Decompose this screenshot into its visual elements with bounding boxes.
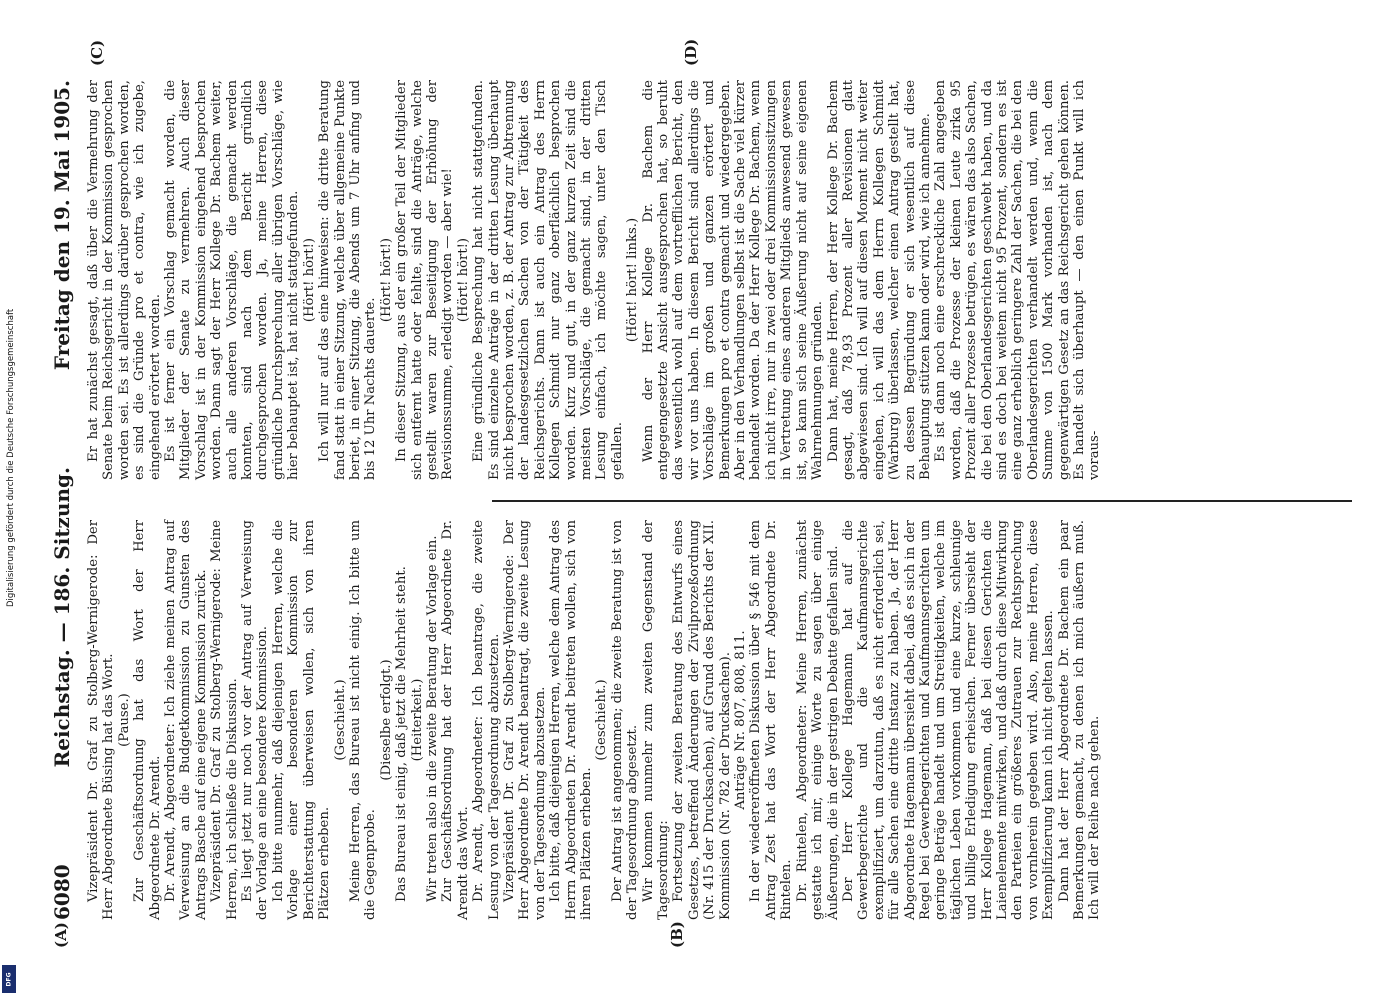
- left-column-paragraph: Ich bitte nunmehr, daß diejenigen Herren, welche die Vorlage einer besonderen Kommission zur Berichterstattung überweisen wollen, sich von ihren Plätzen erheben.: [270, 520, 333, 920]
- left-column-paragraph: (Geschieht.): [594, 679, 610, 761]
- page-title: Reichstag. — 186. Sitzung.: [50, 467, 74, 768]
- margin-letter-a: (A): [52, 922, 70, 948]
- left-column-paragraph: Zur Geschäftsordnung hat der Herr Abgeordnete Dr. Arendt das Wort.: [440, 520, 471, 920]
- margin-letter-d: (D): [682, 38, 700, 66]
- right-column-paragraph: (Hört! hört! links.): [625, 217, 641, 343]
- page-date: Freitag den 19. Mai 1905.: [50, 80, 74, 371]
- left-column-paragraph: Dann hat der Herr Abgeordnete Dr. Bachem ein paar Bemerkungen gemacht, zu denen ich mich äußern muß. Ich will der Reihe nach gehen.: [1056, 520, 1103, 920]
- right-column-paragraph: Wenn der Herr Kollege Dr. Bachem die entgegengesetzte Ansicht ausgesprochen hat, so beruht das wesentlich wohl auf dem vortrefflichen Bericht, den wir vor uns haben. In diesem Bericht sind allerdings die Vorschläge im großen und ganzen erörtert und Bemerkungen pro et contra gemacht und wiedergegeben. Aber in den Verhandlungen selbst ist die Sache viel kürzer behandelt worden. Da der Herr Kollege Dr. Bachem, wenn ich nicht irre, nur in zwei oder drei Kommissionssitzungen in Vertretung eines anderen Mitglieds anwesend gewesen ist, so kann sich seine Äußerung nicht auf seine eigenen Wahrnehmungen gründen.: [640, 80, 826, 480]
- left-column: [86, 520, 1103, 920]
- page-header: [50, 80, 78, 920]
- left-column-paragraph: Dr. Arendt, Abgeordneter: Ich ziehe meinen Antrag auf Verweisung an die Budgetkommission zu Gunsten des Antrags Basche auf eine eigene Kommission zurück.: [163, 520, 209, 920]
- column-divider: [492, 500, 1352, 502]
- right-column-paragraph: Eine gründliche Besprechung hat nicht stattgefunden. Es sind einzelne Anträge in der dritten Lesung überhaupt nicht besprochen worden, z. B. der Antrag zur Abtrennung der landesgesetzlichen Sachen von der Tätigkeit des Reichsgerichts. Dann ist auch ein Antrag des Herrn Kollegen Schmidt nur ganz oberflächlich besprochen worden. Kurz und gut, in der ganz kurzen Zeit sind die meisten Vorschläge, die gemacht sind, in der dritten Lesung einfach, ich möchte sagen, unter den Tisch gefallen.: [471, 80, 625, 480]
- left-column-paragraph: Zur Geschäftsordnung hat das Wort der Herr Abgeordnete Dr. Arendt.: [132, 520, 163, 920]
- page-number: 6080: [50, 864, 74, 920]
- dfg-logo-text: DFG: [5, 971, 13, 987]
- left-column-paragraph: Fortsetzung der zweiten Beratung des Entwurfs eines Gesetzes, betreffend Änderungen der Zivilprozeßordnung (Nr. 415 der Drucksachen), auf Grund des Berichts der XII. Kommission (Nr. 782 der Drucksachen).: [671, 520, 733, 920]
- left-column-paragraph: (Pause.): [116, 693, 132, 747]
- right-column-paragraph: Ich will nur auf das eine hinweisen: die dritte Beratung fand statt in einer Sitzung, welche über allgemeine Punkte beriet, in einer Sitzung, die Abends um 7 Uhr anfing und bis 12 Uhr Nachts dauerte.: [317, 80, 379, 480]
- left-column-paragraph: (Heiterkeit.): [409, 678, 425, 762]
- left-column-paragraph: Der Herr Kollege Hagemann hat auf die Gewerbegerichte und die Kaufmannsgerichte exemplifiziert, um darzutun, daß es nicht erforderlich sei, für alle Sachen eine dritte Instanz zu haben. Ja, der Herr Abgeordnete Hagemann übersieht dabei, daß es sich in der Regel bei Gewerbegerichten und Kaufmannsgerichten um geringe Beträge handelt und um Streitigkeiten, welche im täglichen Leben vorkommen und eine kurze, schleunige und billige Erledigung erheischen. Ferner übersieht der Herr Kollege Hagemann, daß bei diesen Gerichten die Laienelemente mitwirken, und daß durch diese Mitwirkung den Parteien ein größeres Zutrauen zur Rechtsprechung von vornherein gegeben wird. Also, meine Herren, diese Exemplifizierung kann ich nicht gelten lassen.: [840, 520, 1057, 920]
- left-column-paragraph: Das Bureau ist einig, daß jetzt die Mehrheit steht.: [394, 566, 410, 902]
- credit-strip: [0, 0, 20, 1000]
- right-column-paragraph: In dieser Sitzung, aus der ein großer Teil der Mitglieder sich entfernt hatte oder fehlte, sind die Anträge, welche gestellt waren zur Beseitigung der Erhöhung der Revisionssumme, erledigt worden — aber wie!: [394, 80, 456, 480]
- left-column-paragraph: Dr. Arendt, Abgeordneter: Ich beantrage, die zweite Lesung von der Tagesordnung abzusetzen.: [471, 520, 502, 920]
- right-column-paragraph: Dann hat, meine Herren, der Herr Kollege Dr. Bachem gesagt, daß 78,93 Prozent aller Revisionen glatt abgewiesen sind. Ich will auf diesen Moment nicht weiter eingehen, ich will das dem Herrn Kollegen Schmidt (Warburg) überlassen, welcher einen Antrag gestellt hat, zu dessen Begründung er sich wesentlich auf diese Behauptung stützen kann oder wird, wie ich annehme.: [825, 80, 933, 480]
- right-column-paragraph: (Hört! hört!): [301, 237, 317, 323]
- margin-letter-b: (B): [668, 921, 686, 948]
- left-column-paragraph: In der wiedereröffneten Diskussion über § 546 mit dem Antrag Zest hat das Wort der Herr Abgeordnete Dr. Rintelen.: [748, 520, 795, 920]
- left-column-paragraph: Anträge Nr. 807, 808, 811.: [733, 630, 749, 810]
- left-column-paragraph: Dr. Rintelen, Abgeordneter: Meine Herren, zunächst gestatte ich mir, einige Worte zu sagen über einige Äußerungen, die in der gestrigen Debatte gefallen sind.: [794, 520, 841, 920]
- left-column-paragraph: Vizepräsident Dr. Graf zu Stolberg-Wernigerode: Meine Herren, ich schließe die Diskussion.: [209, 520, 240, 920]
- dfg-logo: [2, 965, 16, 993]
- left-column-paragraph: (Dieselbe erfolgt.): [378, 659, 394, 781]
- right-column-paragraph: (Hört! hört!): [378, 237, 394, 323]
- right-column-paragraph: Er hat zunächst gesagt, daß über die Vermehrung der Senate beim Reichsgericht in der Kommission gesprochen worden sei. Es ist allerdings darüber gesprochen worden, es sind die Gründe pro et contra, wie ich zugebe, eingehend erörtert worden.: [86, 80, 163, 480]
- left-column-paragraph: Der Antrag ist angenommen; die zweite Beratung ist von der Tagesordnung abgesetzt.: [609, 520, 641, 920]
- digitization-credit: Digitalisierung gefördert durch die Deutsche Forschungsgemeinschaft: [6, 308, 16, 607]
- left-column-paragraph: Ich bitte, daß diejenigen Herren, welche dem Antrag des Herrn Abgeordneten Dr. Arendt beitreten wollen, sich von ihren Plätzen erheben.: [548, 520, 594, 920]
- right-column-paragraph: (Hört! hört!): [455, 237, 471, 323]
- right-column-paragraph: Es ist dann noch eine erschreckliche Zahl angegeben worden, daß die Prozesse der kleinen Leute zirka 95 Prozent aller Prozesse betrügen, es wären das also Sachen, die bei den Oberlandesgerichten geschwebt haben, und da sind es doch bei weitem nicht 95 Prozent, sondern es ist eine ganz erheblich geringere Zahl der Sachen, die bei den Oberlandesgerichten verhandelt werden und, wenn die Summe von 1500 Mark vorhanden ist, nach dem gegenwärtigen Gesetz an das Reichsgericht gehen können. Es handelt sich überhaupt — den einen Punkt will ich voraus-: [933, 80, 1103, 480]
- left-column-paragraph: Meine Herren, das Bureau ist nicht einig. Ich bitte um die Gegenprobe.: [347, 520, 379, 920]
- right-column-paragraph: Es ist ferner ein Vorschlag gemacht worden, die Mitglieder der Senate zu vermehren. Auch dieser Vorschlag ist in der Kommission eingehend besprochen worden. Dann sagt der Herr Kollege Dr. Bachem weiter, auch alle anderen Vorschläge, die gemacht werden konnten, sind nach dem Bericht gründlich durchgesprochen worden. Ja, meine Herren, diese gründliche Durchsprechung aller übrigen Vorschläge, wie hier behauptet ist, hat nicht stattgefunden.: [163, 80, 302, 480]
- margin-letter-c: (C): [88, 39, 106, 66]
- left-column-paragraph: (Geschieht.): [332, 679, 348, 761]
- left-column-paragraph: Vizepräsident Dr. Graf zu Stolberg-Wernigerode: Der Herr Abgeordnete Dr. Arendt beantragt, die zweite Lesung von der Tagesordnung abzusetzen.: [501, 520, 548, 920]
- left-column-paragraph: Wir kommen nunmehr zum zweiten Gegenstand der Tagesordnung:: [640, 520, 672, 920]
- left-column-paragraph: Vizepräsident Dr. Graf zu Stolberg-Wernigerode: Der Herr Abgeordnete Büsing hat das Wort.: [86, 520, 117, 920]
- left-column-paragraph: Wir treten also in die zweite Beratung der Vorlage ein.: [424, 535, 440, 902]
- right-column: [86, 80, 1103, 480]
- left-column-paragraph: Es liegt jetzt nur noch vor der Antrag auf Verweisung der Vorlage an eine besondere Kommission.: [240, 520, 271, 920]
